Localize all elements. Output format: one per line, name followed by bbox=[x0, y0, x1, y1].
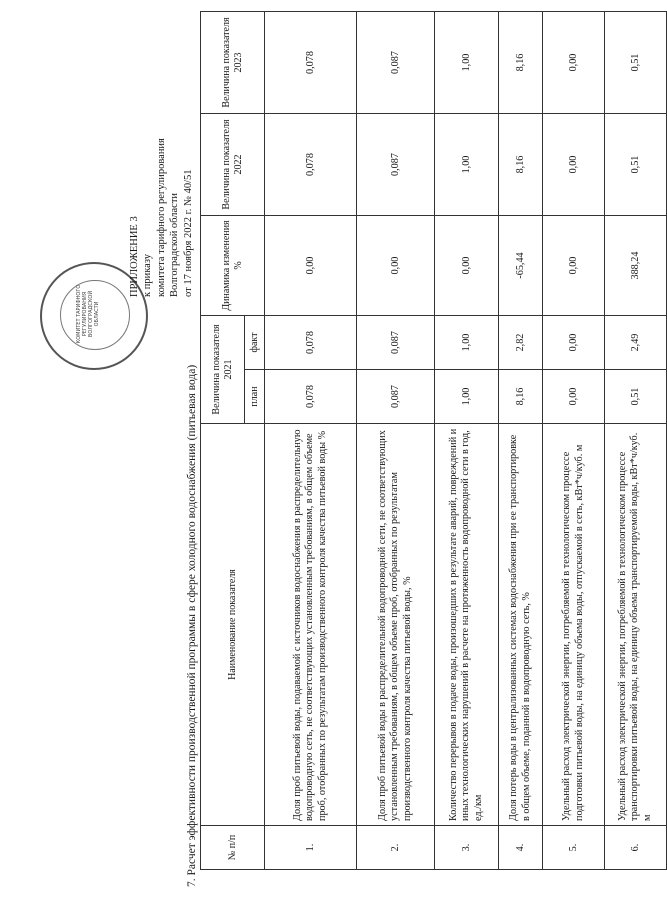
row-2023: 0,087 bbox=[357, 12, 435, 114]
row-fact: 1,00 bbox=[435, 316, 499, 370]
efficiency-table bbox=[200, 11, 667, 870]
row-fact: 0,00 bbox=[543, 316, 605, 370]
row-2022: 0,087 bbox=[357, 114, 435, 216]
row-num: 6. bbox=[605, 826, 667, 870]
row-num: 4. bbox=[499, 826, 543, 870]
appendix-header bbox=[128, 37, 195, 297]
header-dynamics: Динамика изменения % bbox=[201, 216, 265, 316]
row-dynamics: 388,24 bbox=[605, 216, 667, 316]
row-2023: 0,51 bbox=[605, 12, 667, 114]
row-name: Удельный расход электрической энергии, потребляемой в технологическом процессе транспортировки питьевой воды, на единицу объема транспортируемой воды, кВт*ч/куб. м bbox=[605, 424, 667, 826]
row-plan: 0,00 bbox=[543, 370, 605, 424]
header-fact: факт bbox=[245, 316, 265, 370]
appendix-title: ПРИЛОЖЕНИЕ 3 bbox=[129, 216, 140, 297]
row-dynamics: 0,00 bbox=[265, 216, 357, 316]
row-fact: 0,078 bbox=[265, 316, 357, 370]
row-plan: 0,51 bbox=[605, 370, 667, 424]
header-plan: план bbox=[245, 370, 265, 424]
appendix-line-3: Волгоградской области bbox=[169, 192, 181, 297]
table-row bbox=[499, 12, 543, 870]
row-2022: 1,00 bbox=[435, 114, 499, 216]
row-2022: 8,16 bbox=[499, 114, 543, 216]
row-name: Удельный расход электрической энергии, потребляемой в технологическом процессе подготовки питьевой воды, на единицу объема воды, отпускаемой в сеть, кВт*ч/куб. м bbox=[543, 424, 605, 826]
header-value-2022: Величина показателя 2022 bbox=[201, 114, 265, 216]
row-2023: 0,078 bbox=[265, 12, 357, 114]
header-value-2023: Величина показателя 2023 bbox=[201, 12, 265, 114]
row-num: 5. bbox=[543, 826, 605, 870]
row-name: Доля проб питьевой воды в распределительной водопроводной сети, не соответствующих установленным требованиям, в общем объеме проб, отобранных по результатам производственного контроля качества питьевой воды, % bbox=[357, 424, 435, 826]
row-2023: 1,00 bbox=[435, 12, 499, 114]
table-row bbox=[435, 12, 499, 870]
row-dynamics: 0,00 bbox=[435, 216, 499, 316]
header-value-2021: Величина показателя 2021 bbox=[201, 316, 245, 424]
row-name: Доля проб питьевой воды, подаваемой с источников водоснабжения в распределительную водопроводную сеть, не соответствующих установленным требованиям, в общем объеме проб, отобранных по результатам производственного контроля качества питьевой воды % bbox=[265, 424, 357, 826]
row-2023: 8,16 bbox=[499, 12, 543, 114]
row-2022: 0,51 bbox=[605, 114, 667, 216]
row-dynamics: 0,00 bbox=[357, 216, 435, 316]
table-row bbox=[357, 12, 435, 870]
header-num: № п/п bbox=[201, 826, 265, 870]
appendix-line-1: к приказу bbox=[142, 254, 154, 297]
row-fact: 2,49 bbox=[605, 316, 667, 370]
row-2022: 0,00 bbox=[543, 114, 605, 216]
row-fact: 0,087 bbox=[357, 316, 435, 370]
row-plan: 8,16 bbox=[499, 370, 543, 424]
row-name: Доля потерь воды в централизованных системах водоснабжения при ее транспортировке в общем объеме, поданной в водопроводную сеть, % bbox=[499, 424, 543, 826]
row-2023: 0,00 bbox=[543, 12, 605, 114]
header-name: Наименование показателя bbox=[201, 424, 265, 826]
row-num: 2. bbox=[357, 826, 435, 870]
row-plan: 0,087 bbox=[357, 370, 435, 424]
row-2022: 0,078 bbox=[265, 114, 357, 216]
row-dynamics: 0,00 bbox=[543, 216, 605, 316]
table-row bbox=[265, 12, 357, 870]
row-name: Количество перерывов в подаче воды, произошедших в результате аварий, повреждений и иных технологических нарушений в расчете на протяженность водопроводной сети в год, ед./км bbox=[435, 424, 499, 826]
row-plan: 0,078 bbox=[265, 370, 357, 424]
row-num: 1. bbox=[265, 826, 357, 870]
row-fact: 2,82 bbox=[499, 316, 543, 370]
table-row bbox=[605, 12, 667, 870]
section-title: 7. Расчет эффективности производственной программы в сфере холодного водоснабжения (питьевая вода) bbox=[186, 364, 198, 887]
row-num: 3. bbox=[435, 826, 499, 870]
appendix-line-4: от 17 ноября 2022 г. № 40/51 bbox=[182, 169, 194, 297]
row-plan: 1,00 bbox=[435, 370, 499, 424]
appendix-line-2: комитета тарифного регулирования bbox=[155, 138, 167, 297]
table-row bbox=[543, 12, 605, 870]
seal-text: КОМИТЕТ ТАРИФНОГО РЕГУЛИРОВАНИЯ ВОЛГОГРАДСКОЙ ОБЛАСТИ bbox=[76, 284, 100, 344]
row-dynamics: -65,44 bbox=[499, 216, 543, 316]
